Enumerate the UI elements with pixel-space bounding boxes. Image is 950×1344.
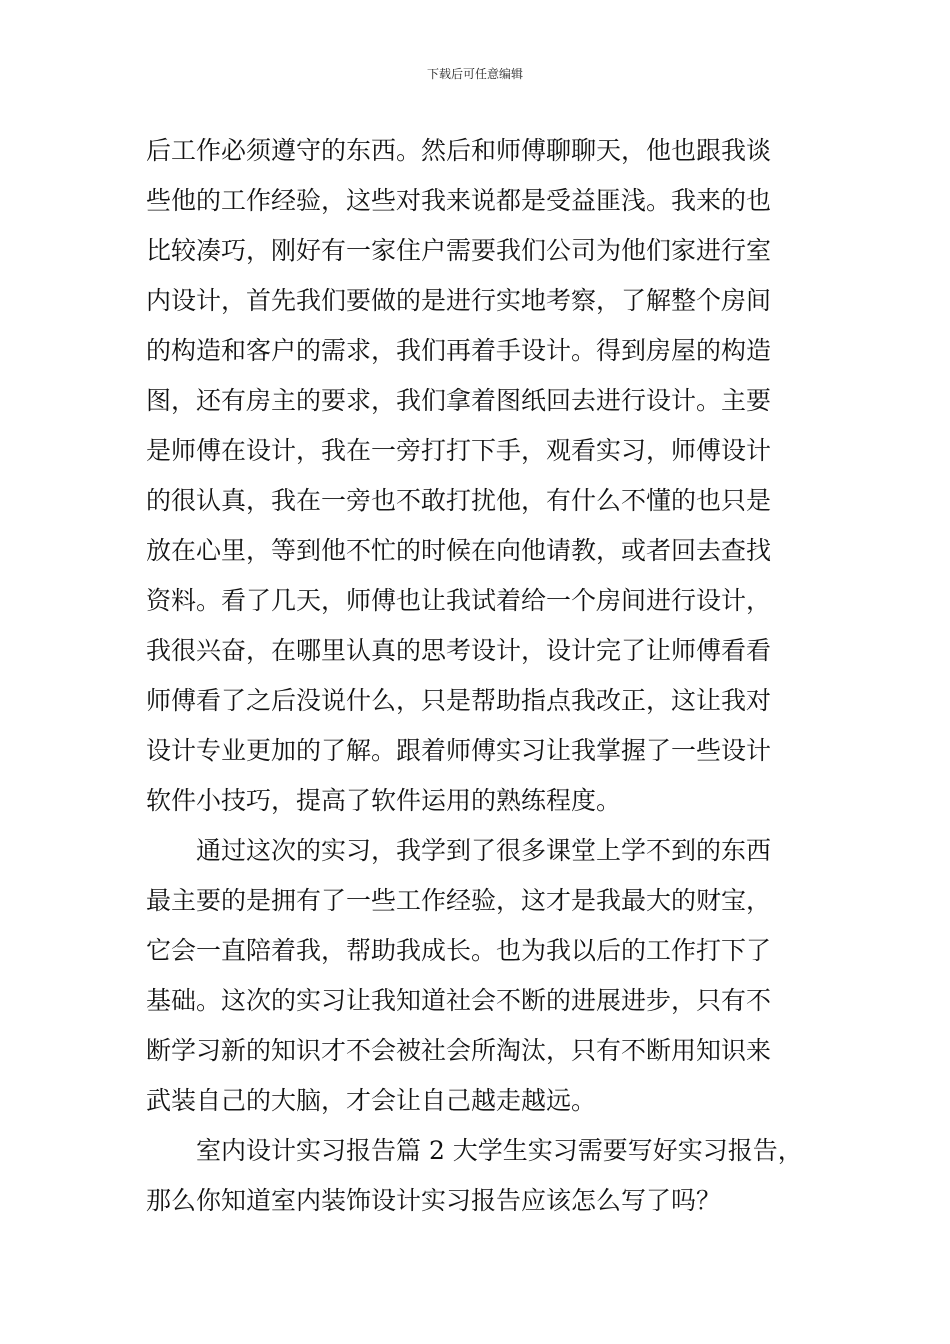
text-line: 资料。看了几天，师傅也让我试着给一个房间进行设计，: [146, 586, 772, 615]
text-line: 我很兴奋，在哪里认真的思考设计，设计完了让师傅看看: [146, 636, 772, 665]
text-line: 那么你知道室内装饰设计实习报告应该怎么写了吗？: [146, 1186, 722, 1215]
text-line: 些他的工作经验，这些对我来说都是受益匪浅。我来的也: [146, 186, 772, 215]
text-line: 武装自己的大脑，才会让自己越走越远。: [146, 1086, 597, 1115]
text-line: 的很认真，我在一旁也不敢打扰他，有什么不懂的也只是: [146, 486, 772, 515]
text-line: 比较凑巧，刚好有一家住户需要我们公司为他们家进行室: [146, 236, 772, 265]
text-line: 后工作必须遵守的东西。然后和师傅聊聊天，他也跟我谈: [146, 136, 772, 165]
text-line: 师傅看了之后没说什么，只是帮助指点我改正，这让我对: [146, 686, 772, 715]
text-line: 的构造和客户的需求，我们再着手设计。得到房屋的构造: [146, 336, 772, 365]
text-line: 设计专业更加的了解。跟着师傅实习让我掌握了一些设计: [146, 736, 772, 765]
text-line: 软件小技巧，提高了软件运用的熟练程度。: [146, 786, 622, 815]
paragraph-start-line: 室内设计实习报告篇 2 大学生实习需要写好实习报告，: [196, 1136, 803, 1165]
paragraph-start-line: 通过这次的实习，我学到了很多课堂上学不到的东西: [196, 836, 772, 865]
text-line: 放在心里，等到他不忙的时候在向他请教，或者回去查找: [146, 536, 772, 565]
text-line: 基础。这次的实习让我知道社会不断的进展进步，只有不: [146, 986, 772, 1015]
body-text: [146, 126, 808, 1226]
header-note: 下载后可任意编辑: [426, 67, 523, 81]
text-line: 断学习新的知识才不会被社会所淘汰，只有不断用知识来: [146, 1036, 772, 1065]
text-line: 图，还有房主的要求，我们拿着图纸回去进行设计。主要: [146, 386, 772, 415]
text-line: 是师傅在设计，我在一旁打打下手，观看实习，师傅设计: [146, 436, 772, 465]
text-line: 内设计，首先我们要做的是进行实地考察，了解整个房间: [146, 286, 772, 315]
text-line: 它会一直陪着我，帮助我成长。也为我以后的工作打下了: [146, 936, 772, 965]
text-line: 最主要的是拥有了一些工作经验，这才是我最大的财宝，: [146, 886, 772, 915]
